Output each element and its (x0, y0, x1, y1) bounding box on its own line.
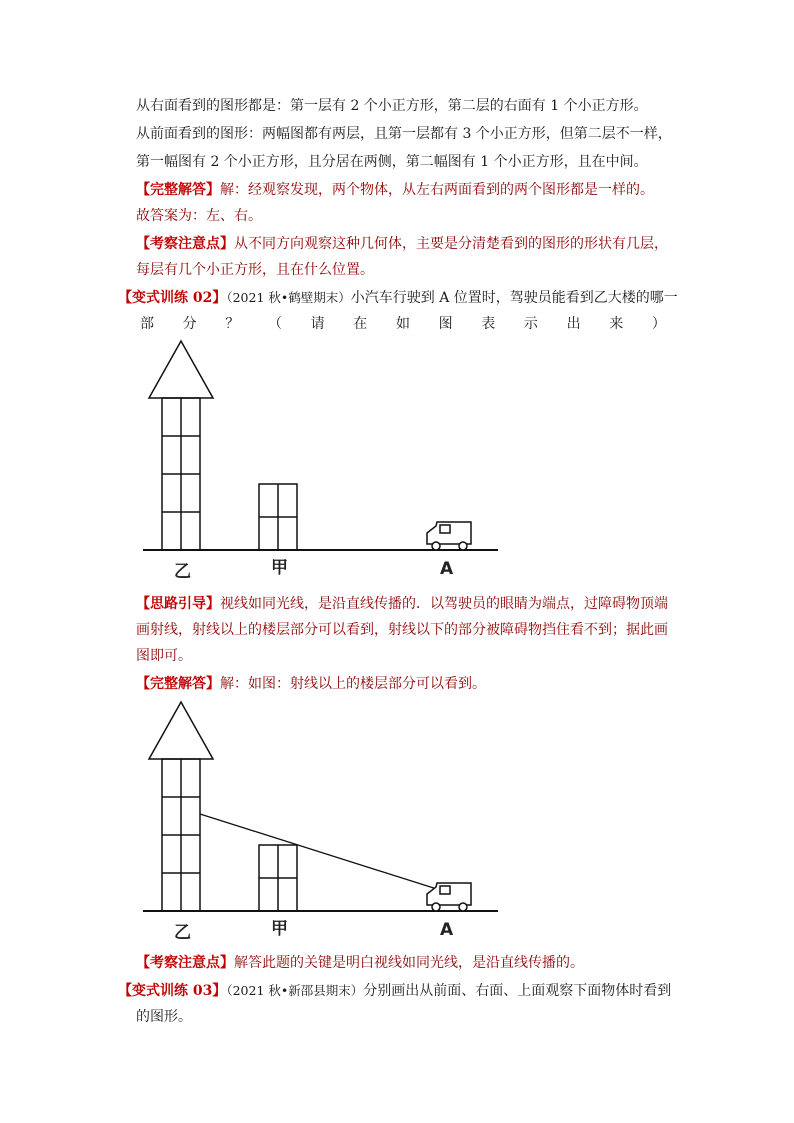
answer-1-text: 解：经观察发现，两个物体，从左右两面看到的两个图形都是一样的。 (220, 182, 654, 198)
exercise-03-tag: 【变式训练 03】 (118, 983, 227, 999)
answer-2-tag: 【完整解答】 (136, 676, 220, 692)
answer-2-text: 解：如图：射线以上的楼层部分可以看到。 (220, 676, 486, 692)
note-2-tag: 【考察注意点】 (136, 955, 234, 971)
spread-char: 部 (140, 316, 154, 332)
fig2-label-jia: 甲 (271, 919, 288, 939)
spread-char: ？ (225, 316, 240, 332)
fig2-label-a: A (440, 920, 454, 940)
spread-char: 分 (182, 316, 197, 332)
spread-char: 来 (609, 316, 624, 332)
exercise-02-source: （2021 秋•鹤壁期末） (226, 290, 351, 305)
spread-char: 示 (523, 316, 538, 332)
hint-2-text: 视线如同光线，是沿直线传播的．以驾驶员的眼睛为端点，过障碍物顶端 (220, 596, 668, 612)
hint-2-tag: 【思路引导】 (136, 596, 220, 612)
exercise-02-text: 小汽车行驶到 A 位置时，驾驶员能看到乙大楼的哪一 (350, 290, 678, 306)
fig2-label-yi: 乙 (174, 923, 191, 943)
fig1-label-yi: 乙 (174, 562, 191, 582)
spread-char: （ (267, 316, 282, 332)
spread-char: 图 (438, 316, 453, 332)
answer-1-text2: 故答案为：左、右。 (136, 208, 262, 224)
exercise-03-source: （2021 秋•新邵县期末） (226, 983, 364, 998)
exercise-03-text2: 的图形。 (136, 1009, 192, 1025)
fig1-label-jia: 甲 (271, 558, 288, 578)
exercise-03-text: 分别画出从前面、右面、上面观察下面物体时看到 (363, 983, 672, 999)
note-1-text: 从不同方向观察这种几何体，主要是分清楚看到的图形的形状有几层， (234, 236, 668, 252)
exercise-02-tag: 【变式训练 02】 (118, 290, 227, 306)
spread-char: 表 (481, 316, 496, 332)
hint-2-text3: 图即可。 (136, 648, 192, 664)
paragraph-right-view: 从右面看到的图形都是：第一层有 2 个小正方形，第二层的右面有 1 个小正方形。 (136, 98, 648, 114)
fig2-sight-line (200, 814, 440, 890)
note-2-line (136, 953, 584, 973)
paragraph-front-view: 从前面看到的图形：两幅图都有两层，且第一层都有 3 个小正方形，但第二层不一样， (136, 126, 672, 142)
answer-1-tag: 【完整解答】 (136, 182, 220, 198)
note-1-tag: 【考察注意点】 (136, 236, 234, 252)
paragraph-front-view-cont: 第一幅图有 2 个小正方形，且分居在两侧，第二幅图有 1 个小正方形，且在中间。 (136, 154, 648, 170)
spread-char: 出 (566, 316, 581, 332)
fig2-car-icon (427, 883, 471, 911)
hint-2-text2: 画射线，射线以上的楼层部分可以看到，射线以下的部分被障碍物挡住看不到；据此画 (136, 622, 668, 638)
note-1-text2: 每层有几个小正方形，且在什么位置。 (136, 262, 374, 278)
spread-char: 如 (395, 316, 410, 332)
fig1-label-a: A (440, 559, 454, 579)
fig2-roof (149, 702, 213, 759)
spread-char: 在 (353, 316, 368, 332)
note-2-text: 解答此题的关键是明白视线如同光线，是沿直线传播的。 (234, 955, 584, 971)
spread-char: 请 (310, 316, 325, 332)
spread-char: ） (651, 316, 666, 332)
exercise-03-line (118, 981, 671, 1001)
